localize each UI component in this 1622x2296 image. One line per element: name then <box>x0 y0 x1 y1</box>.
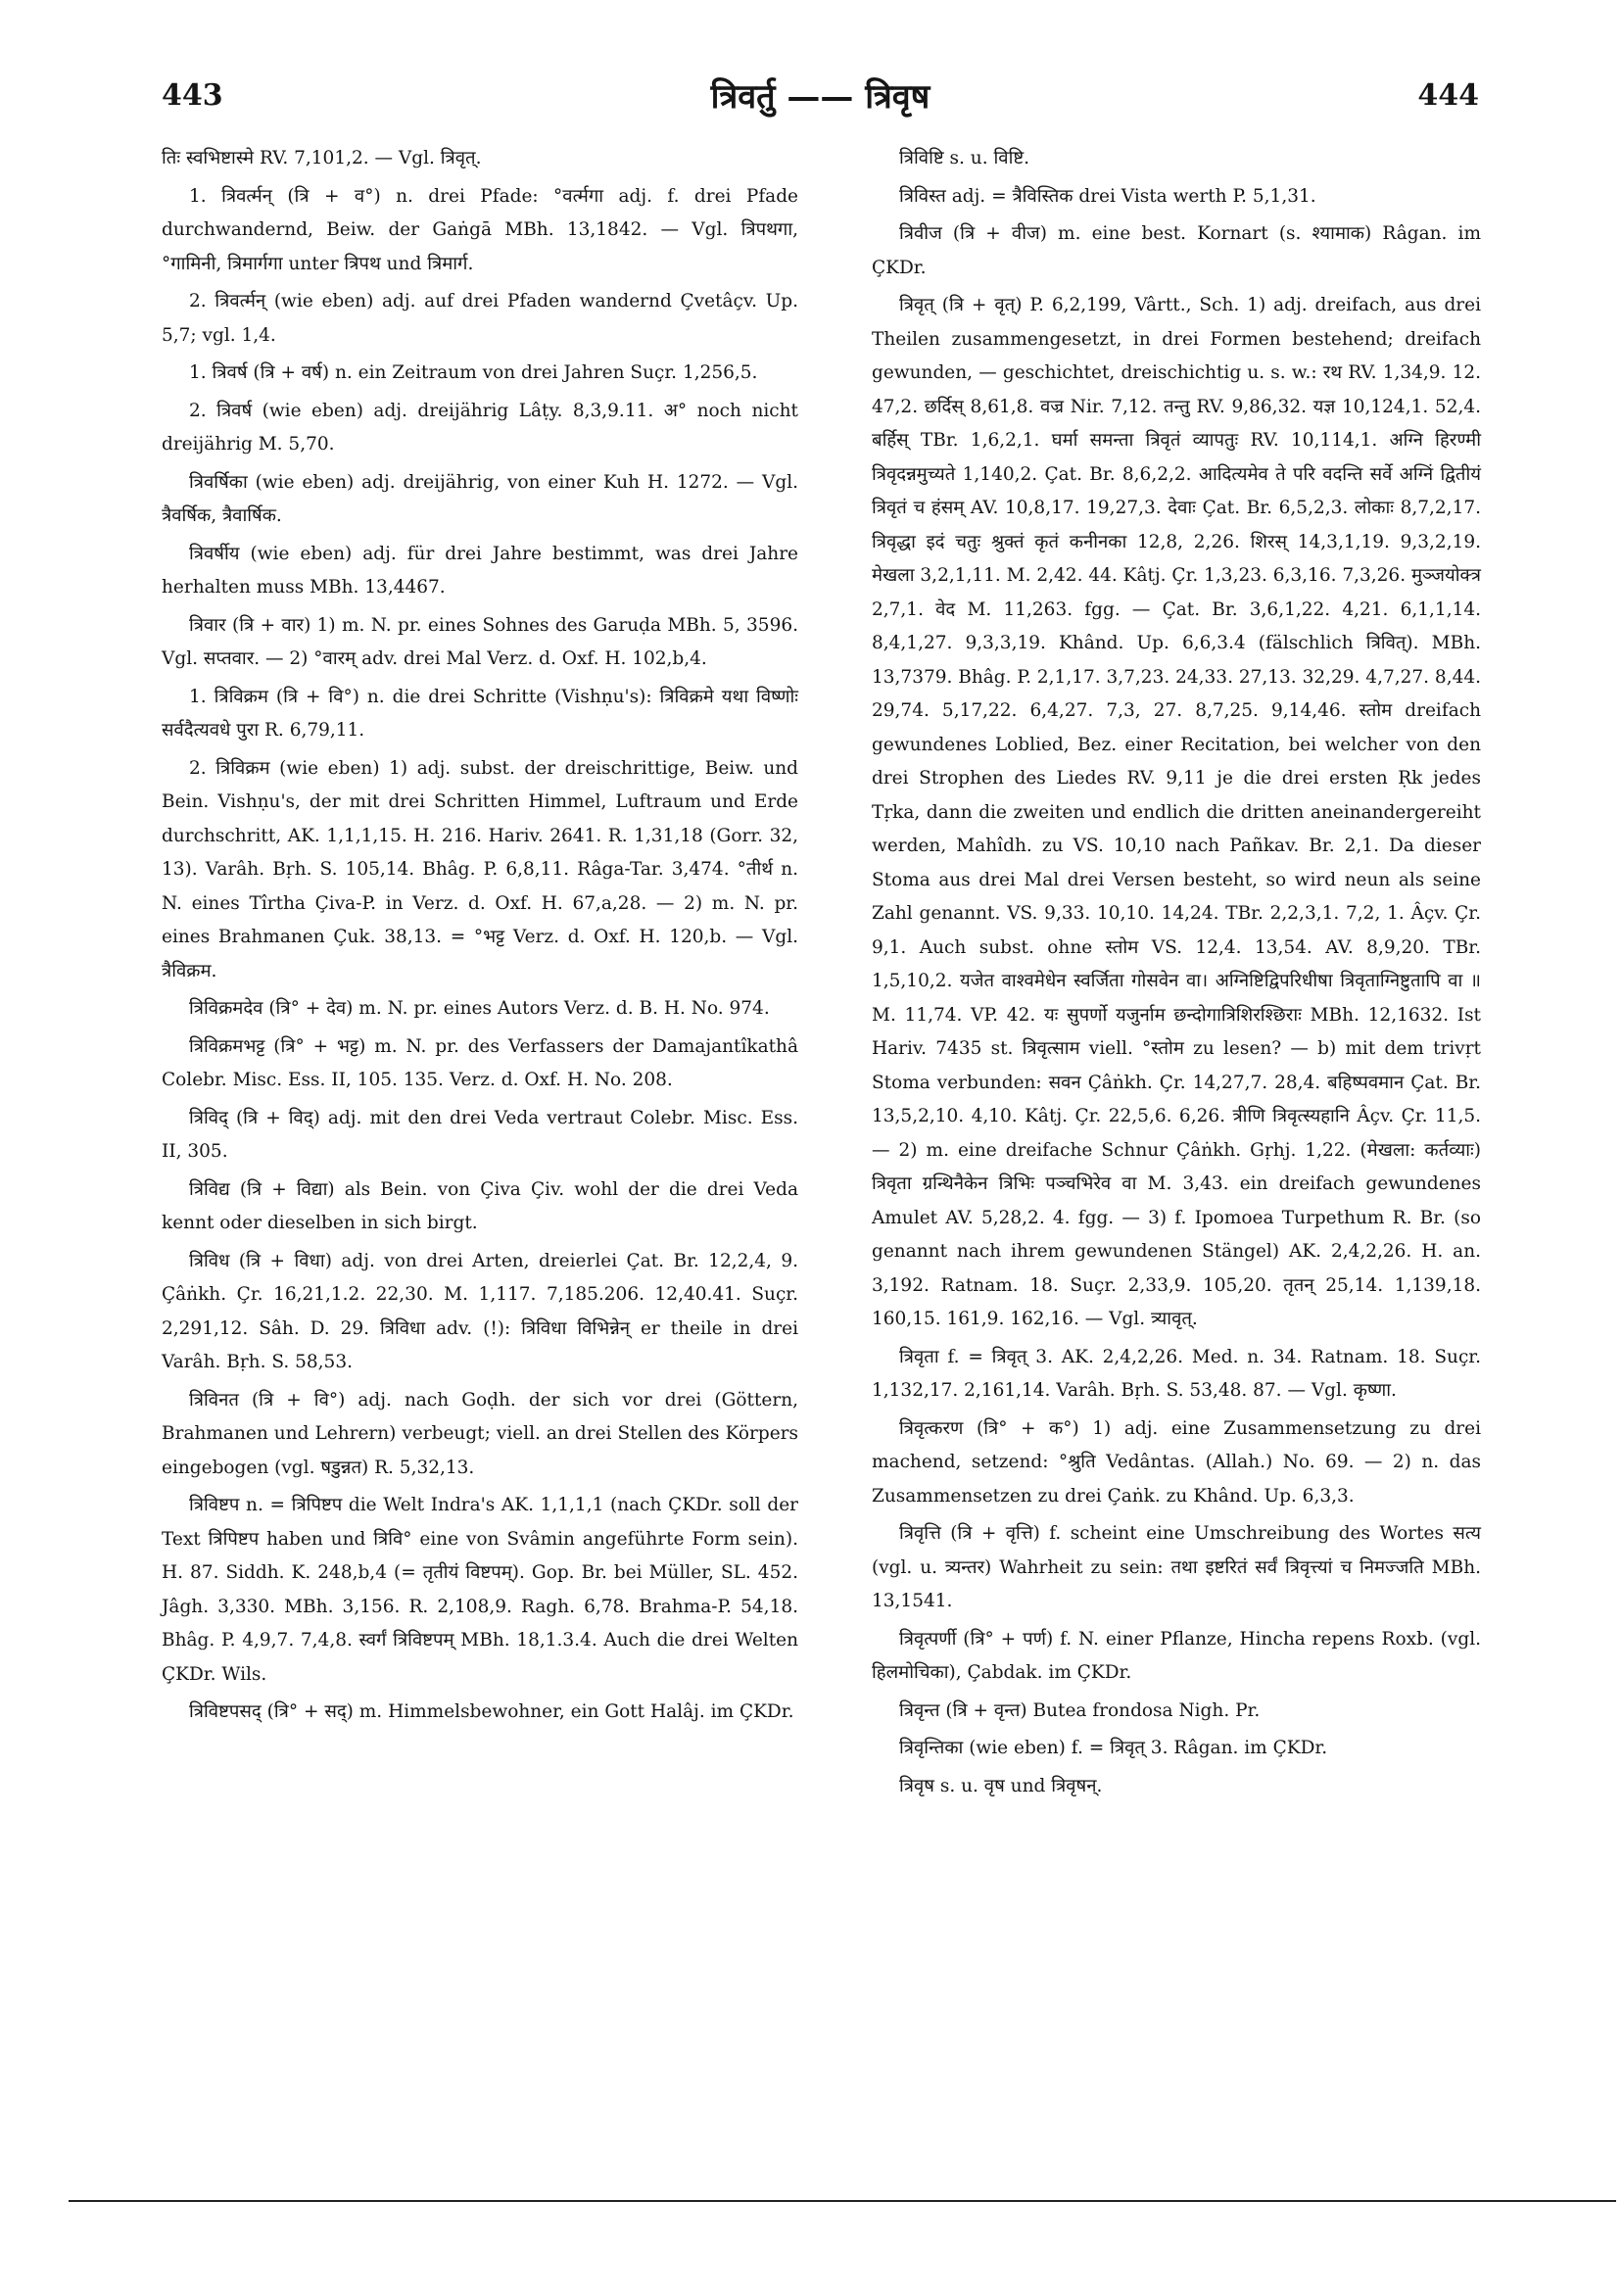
left-column <box>162 142 798 1734</box>
dictionary-entry: 2. त्रिवर्ष (wie eben) adj. dreijährig Lâṭy. 8,3,9.11. अ° noch nicht dreijährig M. 5,70. <box>162 400 798 454</box>
dictionary-entry: त्रिविष्टपसद् (त्रि° + सद्) m. Himmelsbewohner, ein Gott Halâj. im ÇKDr. <box>189 1701 794 1722</box>
dictionary-entry: 1. त्रिवर्त्मन् (त्रि + व°) n. drei Pfade: °वर्त्मगा adj. f. drei Pfade durchwandernd, Beiw. der Gaṅgā MBh. 13,1842. — Vgl. त्रिपथगा, °गामिनी, त्रिमार्गगा unter त्रिपथ und त्रिमार्ग. <box>162 185 798 274</box>
dictionary-entry: तिः स्वभिष्टास्मे RV. 7,101,2. — Vgl. त्रिवृत्. <box>162 148 482 168</box>
page-header <box>162 69 1479 118</box>
page-number-right: 444 <box>1417 78 1479 113</box>
dictionary-entry: त्रिविनत (त्रि + वि°) adj. nach Goḍh. der sich vor drei (Göttern, Brahmanen und Lehrern) verbeugt; viell. an drei Stellen des Körpers eingebogen (vgl. षडुन्नत) R. 5,32,13. <box>162 1389 798 1478</box>
dictionary-entry: 2. त्रिवर्त्मन् (wie eben) adj. auf drei Pfaden wandernd Çvetâçv. Up. 5,7; vgl. 1,4. <box>162 291 798 346</box>
dictionary-entry: 1. त्रिविक्रम (त्रि + वि°) n. die drei Schritte (Vishṇu's): त्रिविक्रमे यथा विष्णोः सर्वदैत्यवधे पुरा R. 6,79,11. <box>162 686 798 741</box>
dictionary-entry: त्रिवृत्करण (त्रि° + क°) 1) adj. eine Zusammensetzung zu drei machend, setzend: °श्रुति Vedântas. (Allah.) No. 69. — 2) n. das Zusammensetzen zu drei Çaṅk. zu Khând. Up. 6,3,3. <box>872 1417 1481 1507</box>
dictionary-entry: त्रिवृत्पर्णी (त्रि° + पर्ण) f. N. einer Pflanze, Hincha repens Roxb. (vgl. हिलमोचिका), Çabdak. im ÇKDr. <box>872 1628 1481 1683</box>
dictionary-entry: त्रिवृत्ति (त्रि + वृत्ति) f. scheint eine Umschreibung des Wortes सत्य (vgl. u. त्र्यन्तर) Wahrheit zu sein: तथा इष्टरितं सर्वं त्रिवृत्त्यां च निमज्जति MBh. 13,1541. <box>872 1523 1481 1611</box>
dictionary-entry: त्रिविक्रमदेव (त्रि° + देव) m. N. pr. eines Autors Verz. d. B. H. No. 974. <box>189 998 770 1019</box>
footer-rule <box>69 2200 1616 2202</box>
dictionary-entry: त्रिविध (त्रि + विधा) adj. von drei Arten, dreierlei Çat. Br. 12,2,4, 9. Çâṅkh. Çr. 16,21,1.2. 22,30. M. 1,117. 7,185.206. 12,40.41. Suçr. 2,291,12. Sâh. D. 29. त्रिविधा adv. (!): त्रिविधा विभिन्नेन् er theile in drei Varâh. Bṛh. S. 58,53. <box>162 1250 798 1372</box>
dictionary-entry: 1. त्रिवर्ष (त्रि + वर्ष) n. ein Zeitraum von drei Jahren Suçr. 1,256,5. <box>189 362 758 383</box>
dictionary-entry: त्रिविष्टप n. = त्रिपिष्टप die Welt Indra's AK. 1,1,1,1 (nach ÇKDr. soll der Text त्रिपिष्टप haben und त्रिवि° eine von Svâmin angeführte Form sein). H. 87. Siddh. K. 248,b,4 (= तृतीयं विष्टपम्). Gop. Br. bei Müller, SL. 452. Jâgh. 3,330. MBh. 3,156. R. 2,108,9. Ragh. 6,78. Brahma-P. 54,18. Bhâg. P. 4,9,7. 7,4,8. स्वर्गं त्रिविष्टपम् MBh. 18,1.3.4. Auch die drei Welten ÇKDr. Wils. <box>162 1495 798 1685</box>
dictionary-entry: त्रिवृष s. u. वृष und त्रिवृषन्. <box>899 1775 1103 1796</box>
dictionary-entry: त्रिविद् (त्रि + विद्) adj. mit den drei Veda vertraut Colebr. Misc. Ess. II, 305. <box>162 1107 798 1162</box>
dictionary-entry: त्रिविक्रमभट्ट (त्रि° + भट्ट) m. N. pr. des Verfassers der Damajantîkathâ Colebr. Misc. Ess. II, 105. 135. Verz. d. Oxf. H. No. 208. <box>162 1035 798 1090</box>
dictionary-entry: त्रिविद्य (त्रि + विद्या) als Bein. von Çiva Çiv. wohl der die drei Veda kennt oder dieselben in sich birgt. <box>162 1178 798 1233</box>
dictionary-entry: त्रिवृत् (त्रि + वृत्) P. 6,2,199, Vârtt., Sch. 1) adj. dreifach, aus drei Theilen zusammengesetzt, in drei Formen bestehend; dreifach gewunden, — geschichtet, dreischichtig u. s. w.: रथ RV. 1,34,9. 12. 47,2. छर्दिस् 8,61,8. वज्र Nir. 7,12. तन्तु RV. 9,86,32. यज्ञ 10,124,1. 52,4. बर्हिस् TBr. 1,6,2,1. घर्मा समन्ता त्रिवृतं व्यापतुः RV. 10,114,1. अग्नि हिरण्मी त्रिवृदन्नमुच्यते 1,140,2. Çat. Br. 8,6,2,2. आदित्यमेव ते परि वदन्ति सर्वे अग्निं द्वितीयं त्रिवृतं च हंसम् AV. 10,8,17. 19,27,3. देवाः Çat. Br. 6,5,2,3. लोकाः 8,7,2,17. त्रिवृद्धा इदं चतुः श्रुक्तं कृतं कनीनका 12,8, 2,26. शिरस् 14,3,1,19. 9,3,2,19. मेखला 3,2,1,11. M. 2,42. 44. Kâtj. Çr. 1,3,23. 6,3,16. 7,3,26. मुञ्जयोक्त्र 2,7,1. वेद M. 11,263. fgg. — Çat. Br. 3,6,1,22. 4,21. 6,1,1,14. 8,4,1,27. 9,3,3,19. Khând. Up. 6,6,3.4 (fälschlich त्रिवित्). MBh. 13,7379. Bhâg. P. 2,1,17. 3,7,23. 24,33. 27,13. 32,29. 4,7,27. 8,44. 29,74. 5,17,22. 6,4,27. 7,3, 27. 8,7,25. 9,14,46. स्तोम dreifach gewundenes Loblied, Bez. einer Recitation, bei welcher von den drei Strophen des Liedes RV. 9,11 je die drei ersten Ṛk jedes Tṛka, dann die zweiten und endlich die dritten aneinandergereiht werden, Mahîdh. zu VS. 10,10 nach Pañkav. Br. 2,1. Da dieser Stoma aus drei Mal drei Versen besteht, so wird neun als seine Zahl genannt. VS. 9,33. 10,10. 14,24. TBr. 2,2,3,1. 7,2, 1. Âçv. Çr. 9,1. Auch subst. ohne स्तोम VS. 12,4. 13,54. AV. 8,9,20. TBr. 1,5,10,2. यजेत वाश्वमेधेन स्वर्जिता गोसवेन वा। अग्निष्टिद्विपरिधीषा त्रिवृताग्निष्टुतापि वा ॥ M. 11,74. VP. 42. यः सुपर्णो यजुर्नाम छन्दोगात्रिशिरश्छिराः MBh. 12,1632. Ist Hariv. 7435 st. त्रिवृत्साम viell. °स्तोम zu lesen? — b) mit dem trivṛt Stoma verbunden: सवन Çâṅkh. Çr. 14,27,7. 28,4. बहिष्पवमान Çat. Br. 13,5,2,10. 4,10. Kâtj. Çr. 22,5,6. 6,26. त्रीणि त्रिवृत्स्यहानि Âçv. Çr. 11,5. — 2) m. eine dreifache Schnur Çâṅkh. Gṛhj. 1,22. (मेखला: कर्तव्याः) त्रिवृता ग्रन्थिनैकेन त्रिभिः पञ्चभिरेव वा M. 3,43. ein dreifach gewundenes Amulet AV. 5,28,2. 4. fgg. — 3) f. Ipomoea Turpethum R. Br. (so genannt nach ihrem gewundenen Stängel) AK. 2,4,2,26. H. an. 3,192. Ratnam. 18. Suçr. 2,33,9. 105,20. तृतन् 25,14. 1,139,18. 160,15. 161,9. 162,16. — Vgl. त्र्यावृत्. <box>872 295 1481 1329</box>
dictionary-entry: त्रिवृता f. = त्रिवृत् 3. AK. 2,4,2,26. Med. n. 34. Ratnam. 18. Suçr. 1,132,17. 2,161,14. Varâh. Bṛh. S. 53,48. 87. — Vgl. कृष्णा. <box>872 1346 1481 1401</box>
dictionary-entry: 2. त्रिविक्रम (wie eben) 1) adj. subst. der dreischrittige, Beiw. und Bein. Vishṇu's, der mit drei Schritten Himmel, Luftraum und Erde durchschritt, AK. 1,1,1,15. H. 216. Hariv. 2641. R. 1,31,18 (Gorr. 32, 13). Varâh. Bṛh. S. 105,14. Bhâg. P. 6,8,11. Râga-Tar. 3,474. °तीर्थ n. N. eines Tîrtha Çiva-P. in Verz. d. Oxf. H. 67,a,28. — 2) m. N. pr. eines Brahmanen Çuk. 38,13. = °भट्ट Verz. d. Oxf. H. 120,b. — Vgl. त्रैविक्रम. <box>162 757 798 981</box>
dictionary-entry: त्रिवार (त्रि + वार) 1) m. N. pr. eines Sohnes des Garuḍa MBh. 5, 3596. Vgl. सप्तवार. — 2) °वारम् adv. drei Mal Verz. d. Oxf. H. 102,b,4. <box>162 614 798 669</box>
dictionary-entry: त्रिवृन्तिका (wie eben) f. = त्रिवृत् 3. Râgan. im ÇKDr. <box>899 1738 1328 1758</box>
dictionary-entry: त्रिविष्टि s. u. विष्टि. <box>899 148 1030 168</box>
running-head: त्रिवर्तु —— त्रिवृष <box>710 77 930 117</box>
page-number-left: 443 <box>162 78 223 113</box>
right-column <box>872 142 1481 1807</box>
dictionary-entry: त्रिवर्षीय (wie eben) adj. für drei Jahre bestimmt, was drei Jahre herhalten muss MBh. 13,4467. <box>162 543 798 598</box>
dictionary-entry: त्रिवर्षिका (wie eben) adj. dreijährig, von einer Kuh H. 1272. — Vgl. त्रैवर्षिक, त्रैवार्षिक. <box>162 471 798 526</box>
dictionary-entry: त्रिवृन्त (त्रि + वृन्त) Butea frondosa Nigh. Pr. <box>899 1699 1261 1721</box>
dictionary-entry: त्रिविस्त adj. = त्रैविस्तिक drei Vista werth P. 5,1,31. <box>899 185 1316 207</box>
dictionary-entry: त्रिवीज (त्रि + वीज) m. eine best. Kornart (s. श्यामाक) Râgan. im ÇKDr. <box>872 223 1481 278</box>
